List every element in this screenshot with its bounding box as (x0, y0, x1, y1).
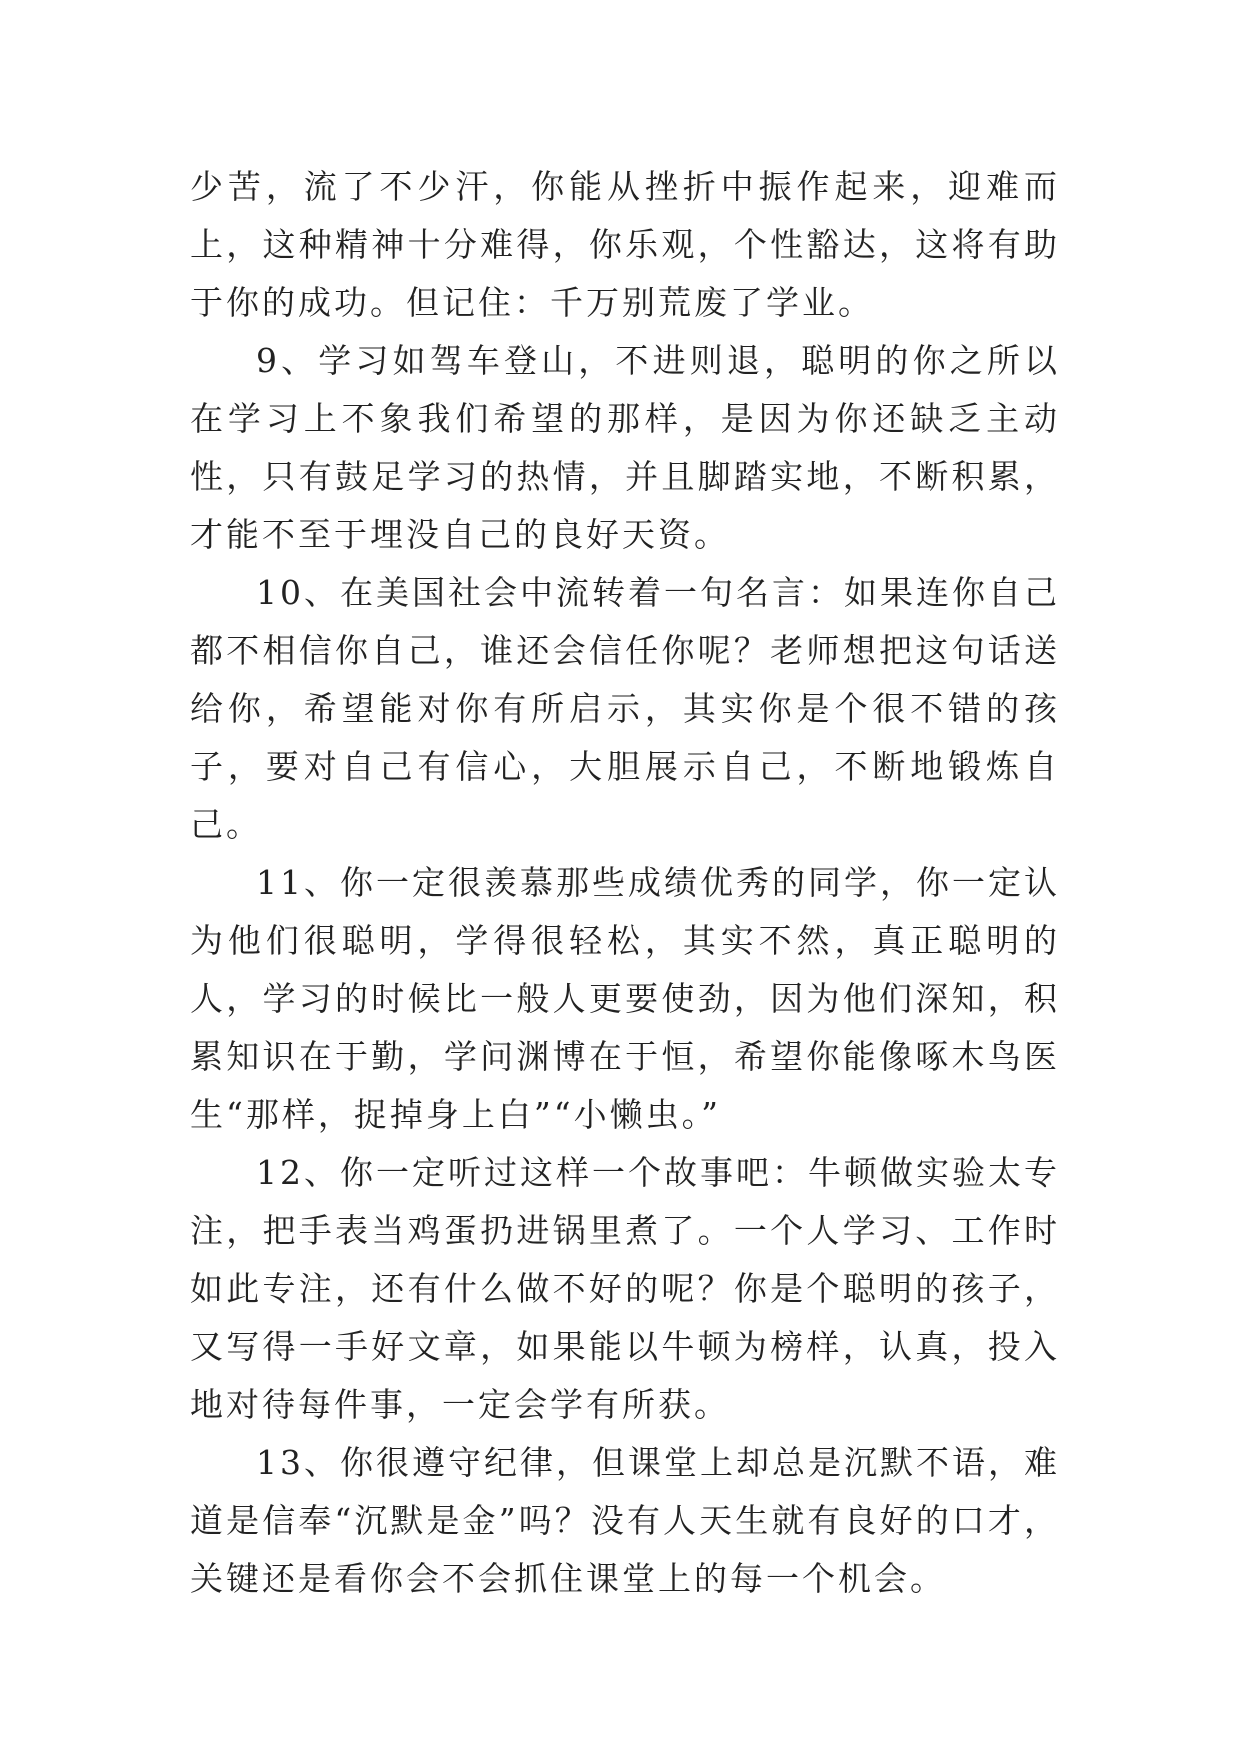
paragraph-item-11: 11、你一定很羡慕那些成绩优秀的同学，你一定认为他们很聪明，学得很轻松，其实不然，真正聪明的人，学习的时候比一般人更要使劲，因为他们深知，积累知识在于勤，学问渊博在于恒，希望你能像啄木鸟医生“那样，捉掉身上白”“小懒虫。” (190, 863, 1060, 1134)
document-body (190, 158, 1060, 1608)
paragraph-item-10: 10、在美国社会中流转着一句名言：如果连你自己都不相信你自己，谁还会信任你呢？老师想把这句话送给你，希望能对你有所启示，其实你是个很不错的孩子，要对自己有信心，大胆展示自己，不断地锻炼自己。 (190, 573, 1060, 844)
paragraph-item-9: 9、学习如驾车登山，不进则退，聪明的你之所以在学习上不象我们希望的那样，是因为你还缺乏主动性，只有鼓足学习的热情，并且脚踏实地，不断积累，才能不至于埋没自己的良好天资。 (190, 341, 1060, 554)
paragraph-item-13: 13、你很遵守纪律，但课堂上却总是沉默不语，难道是信奉“沉默是金”吗？没有人天生就有良好的口才，关键还是看你会不会抓住课堂上的每一个机会。 (190, 1443, 1060, 1598)
paragraph-continuation: 少苦，流了不少汗，你能从挫折中振作起来，迎难而上，这种精神十分难得，你乐观，个性豁达，这将有助于你的成功。但记住：千万别荒废了学业。 (190, 167, 1060, 322)
paragraph-item-12: 12、你一定听过这样一个故事吧：牛顿做实验太专注，把手表当鸡蛋扔进锅里煮了。一个人学习、工作时如此专注，还有什么做不好的呢？你是个聪明的孩子，又写得一手好文章，如果能以牛顿为榜样，认真，投入地对待每件事，一定会学有所获。 (190, 1153, 1060, 1424)
